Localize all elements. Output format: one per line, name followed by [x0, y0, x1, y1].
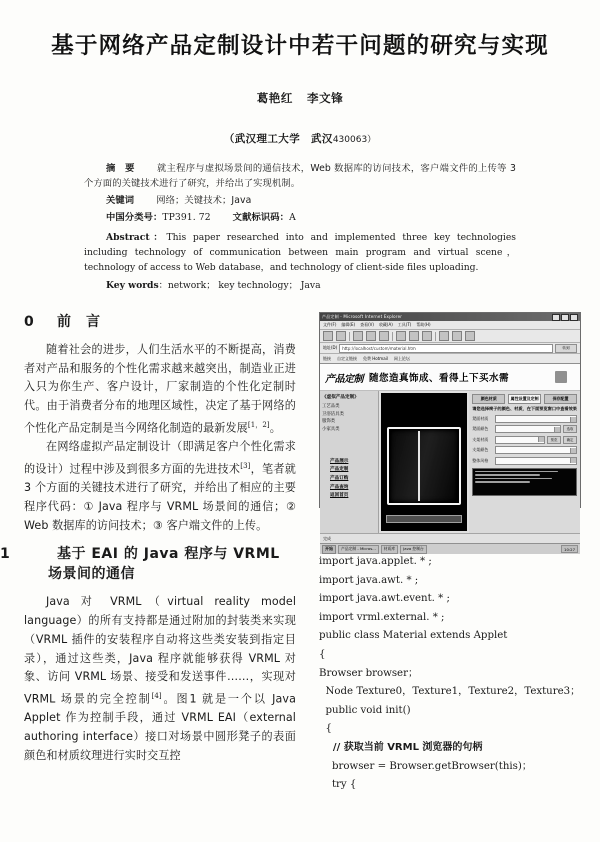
- vrml-stool-model: [387, 427, 462, 505]
- affiliation-zip: 430063）: [332, 135, 377, 145]
- info-line: [475, 471, 558, 473]
- affiliation-text: （武汉理工大学 武汉: [223, 133, 333, 145]
- menu-item-file[interactable]: 文件(F): [323, 322, 337, 327]
- abstract-cn: [84, 162, 516, 191]
- select-seat-color[interactable]: [495, 425, 561, 433]
- code-line: Browser browser；: [319, 667, 419, 679]
- info-line: [475, 474, 540, 476]
- sidebar-link-query[interactable]: 产品查询: [330, 484, 349, 490]
- field-label-style: 整体风格: [472, 457, 489, 463]
- link-item-forum[interactable]: 网上论坛: [393, 355, 410, 361]
- abstract-cn-label: 摘 要: [106, 163, 135, 174]
- author-name-2: 李文锋: [307, 91, 344, 105]
- tab-properties[interactable]: 属性设置及定制: [508, 394, 541, 404]
- browser-links-bar: [320, 354, 580, 364]
- shopping-cart-icon[interactable]: [555, 371, 567, 383]
- menu-item-help[interactable]: 帮助(H): [416, 322, 431, 327]
- close-icon[interactable]: [570, 314, 578, 321]
- classification-label: 中国分类号：: [106, 211, 163, 223]
- section-1-title: 基于 EAI 的 Java 程序与 VRML 场景间的通信: [48, 546, 280, 583]
- keywords-cn-label: 关键词: [106, 195, 135, 207]
- code-line: {: [319, 648, 326, 660]
- print-icon[interactable]: [452, 331, 462, 341]
- chevron-down-icon[interactable]: [570, 417, 576, 422]
- sidebar-link-display[interactable]: 产品展示: [330, 458, 349, 464]
- site-slogan: 随您造真饰成、看得上下买水需: [369, 373, 510, 384]
- citation-ref-3: [4]: [151, 691, 162, 700]
- section-heading-0: [24, 312, 296, 332]
- code-comment-line: // 获取当前 VRML 浏览器的句柄: [319, 741, 483, 753]
- category-sidebar: [320, 391, 379, 533]
- sidebar-item-crafts[interactable]: 工艺品类: [322, 404, 340, 409]
- code-line: Node Texture0，Texture1，Texture2，Texture3；: [319, 686, 581, 698]
- taskbar-item-material-lib[interactable]: 材质库: [381, 545, 398, 554]
- code-line: public void init(): [319, 704, 411, 716]
- refresh-icon[interactable]: [366, 331, 376, 341]
- sidebar-header: 《虚拟产品定制》: [322, 395, 359, 400]
- citation-ref-2: [3]: [240, 461, 251, 470]
- abstract-en-text: This paper researched into and implemented three key technologies including technology of communication between main program and virtual scene，technology of access to Web database，and technology of client-side files uploading.: [84, 232, 516, 273]
- panel-instruction: 请您选择椅子的颜色、材质，在下面预览窗口中查看效果: [472, 406, 577, 411]
- code-listing: [319, 553, 581, 795]
- browser-toolbar: [320, 330, 580, 343]
- vrml-navigation-bar[interactable]: [386, 515, 463, 523]
- statusbar-text: 完成: [323, 535, 331, 541]
- abstract-block: [84, 162, 516, 294]
- address-input[interactable]: http://localhost/custom/material.htm: [339, 344, 553, 353]
- paragraph-section1-1-text: Java 对 VRML（virtual reality model language）的所有支持都是通过附加的封装类来实现（VRML 插件的安装程序自动将这些类安装到指定目录），通过这些类，Java 程序就能够获得 VRML 对象、访问 VRML 场景、接受和发送事件……，实现对VRML 场景的完全控制: [24, 595, 296, 706]
- two-column-body: [0, 312, 600, 842]
- paragraph-section1-1-end: 。图1 就是一个以 Java Applet 作为控制手段，通过 VRML EAI（external authoring interface）接口对场景中圆形凳子的表面颜色和材质纹理进行实时交互控: [24, 692, 296, 762]
- code-line: import java.awt.event. * ;: [319, 593, 450, 605]
- document-code-label: 文献标识码：: [232, 211, 290, 223]
- paragraph-intro-2: [24, 438, 296, 535]
- sidebar-link-order[interactable]: 产品订购: [330, 475, 349, 481]
- sidebar-item-furniture[interactable]: 小家具类: [322, 426, 340, 432]
- section-0-number: 0: [24, 314, 35, 330]
- tab-save-config[interactable]: 保存配置: [544, 394, 577, 404]
- form-row-frame-color: [472, 446, 577, 454]
- stop-icon[interactable]: [353, 331, 363, 341]
- site-logo: 产品定制: [325, 373, 363, 385]
- site-banner: [320, 364, 580, 391]
- back-icon[interactable]: [323, 331, 333, 341]
- vrml-viewport[interactable]: [381, 393, 468, 531]
- code-line: import vrml.external. * ;: [319, 611, 445, 623]
- menu-item-view[interactable]: 查看(V): [360, 322, 374, 327]
- window-controls: [552, 314, 578, 321]
- section-heading-1: [0, 544, 296, 584]
- home-icon[interactable]: [379, 331, 389, 341]
- chevron-down-icon[interactable]: [538, 437, 544, 442]
- confirm-button[interactable]: 确定: [563, 436, 577, 444]
- form-row-seat-color: [472, 425, 577, 433]
- browser-statusbar: [320, 533, 580, 543]
- code-line: {: [319, 723, 332, 735]
- paragraph-intro-1-end: 。: [269, 421, 281, 435]
- browser-address-bar: [320, 343, 580, 354]
- paragraph-intro-2-text: 在网络虚拟产品定制设计（即满足客户个性化需求的设计）过程中涉及到很多方面的先进技术: [24, 440, 296, 476]
- info-line: [475, 481, 529, 483]
- form-row-frame-material: [472, 436, 577, 444]
- sidebar-link-group: [322, 458, 376, 498]
- field-label-seat-material: 凳面材质: [472, 416, 489, 421]
- figure-1-screenshot: [319, 312, 581, 552]
- link-item-hotmail[interactable]: 免费 Hotmail: [363, 355, 388, 361]
- author-list: [0, 90, 600, 106]
- toolbar-separator: [349, 332, 350, 341]
- preview-button[interactable]: 预览: [547, 436, 561, 444]
- paragraph-intro-1: [24, 341, 296, 438]
- citation-ref-1: [1，2]: [247, 420, 270, 429]
- select-seat-material[interactable]: [495, 415, 577, 423]
- select-frame-material[interactable]: [495, 436, 545, 444]
- paragraph-intro-1-text: 随着社会的进步，人们生活水平的不断提高，消费者对产品和服务的个性化需求越来越突出，制造业正进入只为你生产、客户设计，厂家制造的个性化定制时代。由于消费者分布的地理区域性，决定了基于网络的个性化产品定制是当今网络化制造的最新发展: [24, 343, 296, 435]
- start-button[interactable]: 开始: [322, 545, 336, 554]
- keywords-cn-text: 网络；关键技术；Java: [156, 195, 252, 207]
- abstract-en: [84, 231, 516, 275]
- paragraph-section1-1: [24, 593, 296, 765]
- select-frame-color[interactable]: [495, 446, 577, 454]
- section-0-title: 前 言: [57, 314, 101, 330]
- links-bar-label: 链接: [323, 355, 331, 361]
- code-line: import java.awt. * ;: [319, 574, 419, 586]
- code-line: browser = Browser.getBrowser(this)；: [319, 760, 533, 772]
- sidebar-item-bathroom[interactable]: 卫浴洁具类: [322, 411, 344, 417]
- page-content: [320, 391, 580, 533]
- right-column: [319, 312, 581, 795]
- customization-panel: [469, 391, 580, 533]
- sidebar-link-home[interactable]: 返回首页: [330, 493, 349, 499]
- taskbar-item-java-console[interactable]: Java 控制台: [400, 545, 427, 554]
- toolbar-separator: [435, 332, 436, 341]
- form-row-style: [472, 457, 577, 465]
- go-button[interactable]: 转到: [555, 344, 577, 353]
- search-icon[interactable]: [396, 331, 406, 341]
- section-1-number: 1: [0, 546, 11, 563]
- minimize-icon[interactable]: [552, 314, 560, 321]
- classification-row: [84, 211, 516, 226]
- forward-icon[interactable]: [336, 331, 346, 341]
- sidebar-link-customize[interactable]: 产品定制: [330, 467, 349, 473]
- info-line: [475, 478, 552, 480]
- figure-1: [319, 312, 581, 552]
- toolbar-separator: [392, 332, 393, 341]
- chevron-down-icon[interactable]: [570, 448, 576, 453]
- link-item-custom[interactable]: 自定义链接: [337, 355, 357, 361]
- taskbar-item-browser[interactable]: 产品定制 - Micros...: [338, 545, 379, 554]
- address-bar-label: 地址(D): [323, 345, 338, 350]
- affiliation: [0, 131, 600, 146]
- document-code-value: A: [289, 211, 296, 223]
- panel-tab-bar: [472, 394, 577, 404]
- chevron-down-icon[interactable]: [554, 427, 560, 432]
- field-label-frame-color: 支架颜色: [472, 447, 489, 453]
- keywords-en: [84, 279, 516, 294]
- classification-value: TP391. 72: [162, 211, 211, 223]
- system-tray-clock: 10:27: [561, 545, 578, 553]
- browser-menubar: [320, 321, 580, 330]
- browser-window-title: 产品定制 - Microsoft Internet Explorer: [322, 314, 403, 319]
- preview-info-box: [472, 468, 577, 496]
- page-title: 基于网络产品定制设计中若干问题的研究与实现: [51, 33, 549, 59]
- menu-item-tools[interactable]: 工具(T): [397, 322, 412, 327]
- keywords-cn: [84, 194, 516, 209]
- field-label-frame-material: 支架材质: [472, 436, 489, 442]
- abstract-en-label: Abstract：: [106, 232, 167, 244]
- left-column: [0, 312, 296, 765]
- paragraph-intro-2-end: ，笔者就 3 个方面的关键技术进行了研究，并给出了相应的主要程序代码：① Java 程序与 VRML 场景间的通信；② Web 数据库的访问技术；③ 客户端文件的上传。: [24, 462, 296, 532]
- edit-icon[interactable]: [465, 331, 475, 341]
- history-icon[interactable]: [422, 331, 432, 341]
- form-row-seat-material: [472, 415, 577, 423]
- menu-item-edit[interactable]: 编辑(E): [341, 322, 356, 327]
- code-line: public class Material extends Applet: [319, 630, 508, 642]
- keywords-en-text: ：network； key technology； Java: [158, 280, 321, 292]
- browser-titlebar: [320, 313, 580, 321]
- author-name-1: 葛艳红: [256, 91, 293, 105]
- code-line: try {: [319, 779, 357, 791]
- menu-item-favorites[interactable]: 收藏(A): [378, 322, 393, 327]
- abstract-cn-text: 就主程序与虚拟场景间的通信技术，Web 数据库的访问技术，客户端文件的上传等 3 个方面的关键技术进行了研究，并给出了实现机制。: [84, 163, 516, 189]
- sidebar-item-apparel[interactable]: 服饰类: [322, 419, 336, 425]
- tab-color-material[interactable]: 颜色材质: [472, 394, 505, 404]
- code-line: import java.applet. * ;: [319, 556, 432, 567]
- pick-color-button[interactable]: 选取: [563, 425, 577, 433]
- keywords-en-label: Key words: [106, 280, 159, 292]
- windows-taskbar: [320, 543, 580, 554]
- select-style[interactable]: [495, 457, 577, 465]
- favorites-icon[interactable]: [409, 331, 419, 341]
- chevron-down-icon[interactable]: [570, 458, 576, 463]
- field-label-seat-color: 凳面颜色: [472, 426, 489, 432]
- maximize-icon[interactable]: [561, 314, 569, 321]
- mail-icon[interactable]: [439, 331, 449, 341]
